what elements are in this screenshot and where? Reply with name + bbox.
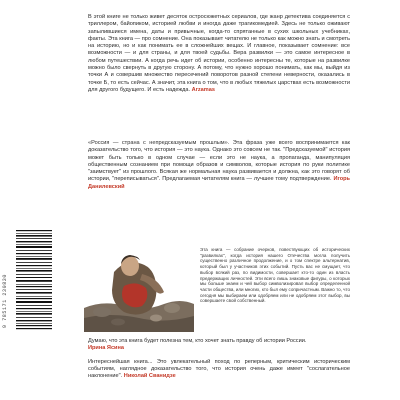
barcode-number: 9 785171 230830 [2, 273, 8, 328]
cover-photo [84, 238, 194, 332]
barcode [16, 230, 52, 330]
review-bottom [88, 338, 350, 380]
review-arzamas-author: Arzamas [191, 86, 215, 93]
review-svanidze-text: Интереснейшая книга... Это увлекательный поход по реперным, критическим историческим событиям, наглядное доказательство того, что история очень даже имеет "сослагательное наклонение". [88, 358, 350, 380]
review-arzamas-text: В этой книге не только живет десяток остросюжетных сериалов, где жанр детектива соединяется с триллером, байопиком, историей любви и иногда даже трагикомедией. Здесь не только оживают запылившиеся имена, даты и привычные, когда-то спрятанные в сухих школьных учебниках, факты. Эта книга — про сомнение. Она показывает читателю не только как можно знать и смотреть на историю, но и как понимать ее в сложнейших вещах. И главное, показывает сомнение: все возможности — и для страны, и для твоей судьбы. Вера развилки — это самое интересное в любом путешествии. А когда речь идет об истории, особенно интересны те, которые на развилке можно было свернуть в другую сторону. А потому, что нужно хорошо понимать, как мы, выйдя из точки А и совершив множество пересечений поворотов разной степени неверности, оказались в точке Б, то есть сейчас. А значит, эта книга о том, что в любых тяжелых царствах есть возможности для другого будущего. И есть надежда. [88, 14, 350, 93]
review-svanidze-author: Николай Сванидзе [123, 373, 176, 380]
review-yasina-text: Думаю, что эта книга будет полезна тем, кто хочет знать правду об истории России. [88, 338, 307, 344]
review-yasina-author: Ирина Ясина [88, 345, 124, 352]
review-danilevsky-author: Игорь Данилевский [88, 176, 350, 190]
review-danilevsky-text: Эта фраза уже всего воспринимается как доказательство того, что история — это наука. Однако это совсем не так. "Предсказуемой" история может быть только в одном случае — если это не наука, а пропаганда, манипуляция общественным сознанием при помощи образов и символов, которые история по руки политике "заимствует" из прошлого. Всякая же нормальная наука развивается и должна, как это говорят об истории, "переписываться". Предлагаемая читателям книга — лучшее тому подтверждение. [88, 140, 351, 183]
review-yasina [88, 338, 350, 353]
review-danilevsky [88, 140, 350, 191]
review-danilevsky-quote: «Россия — страна с непредсказуемым прошлым». [88, 140, 230, 146]
book-description: Эта книга — собрание очерков, повествующих об исторических "развилках", когда история нашего Отечества могла получить существенно различное продолжение, и о том спектре альтернатив, который был у участников этих событий. Пусть вас не смущает, что выбор всякий раз, по видимости, совершает кто-то один из власть предержащих личностей. Эти всего лишь знаковые фигуры, о которых мы больше знаем и чей выбор символизировал выбор определенной части общества, или многих, кто был ему сопричастным. Важно то, что сегодня мы выбираем или одобряем или не одобряем этот выбор, вы совершаете свой собственный. [200, 247, 350, 304]
review-arzamas [88, 14, 350, 94]
review-svanidze [88, 359, 350, 381]
